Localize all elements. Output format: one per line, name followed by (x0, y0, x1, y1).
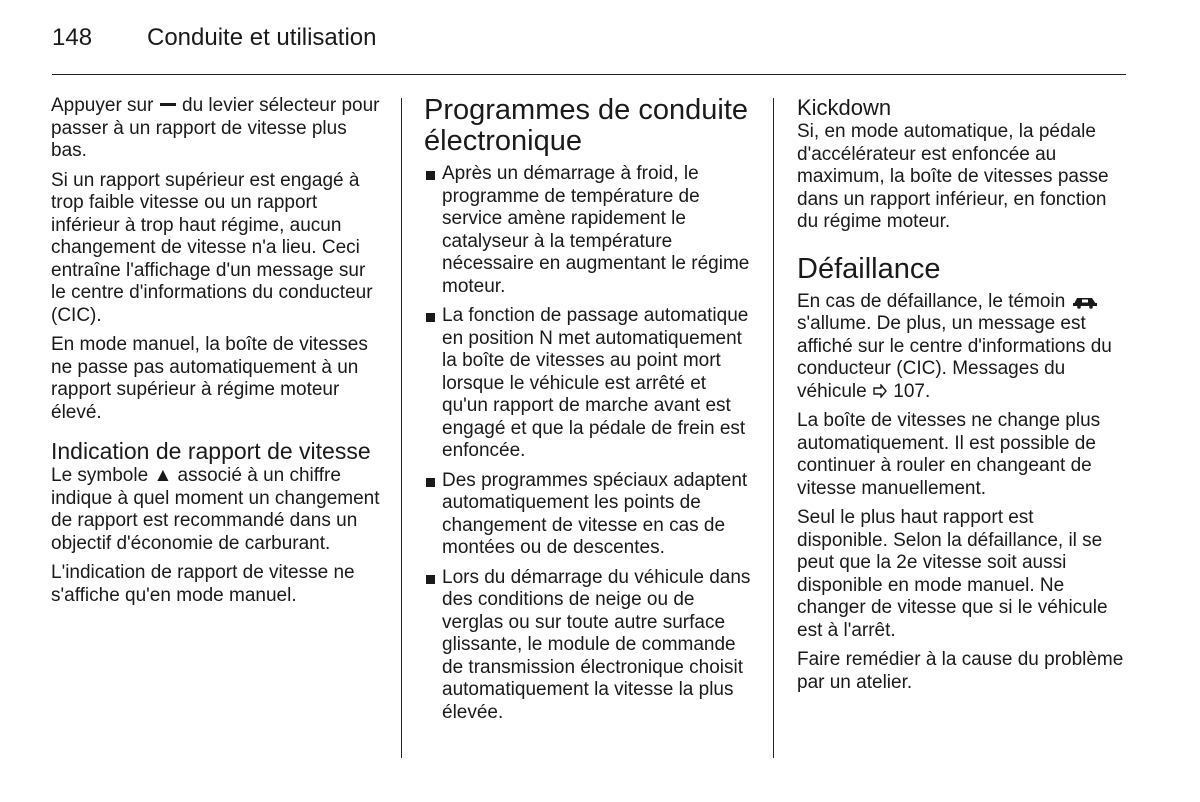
page-header (52, 24, 376, 58)
page-number: 148 (52, 24, 93, 51)
paragraph-text: En cas de défaillance, le témoin (797, 290, 1066, 312)
heading-gear-indication: Indication de rapport de vitesse (51, 438, 371, 464)
list-item (424, 470, 754, 560)
bullet-square-icon (426, 171, 435, 180)
paragraph-text: du levier sélecteur pour passer à un rapport de vitesse plus bas. (51, 95, 380, 161)
page-title: Conduite et utilisation (147, 24, 377, 51)
paragraph-text: Appuyer sur (51, 95, 154, 116)
column-right (797, 95, 1127, 701)
paragraph-gear-warning: Si un rapport supérieur est engagé à trop faible vitesse ou un rapport inférieur à trop haut régime, aucun changement de vitesse n'a lieu. Ceci entraîne l'affichage d'un message sur le centre d'informations du conducteur (CIC). (51, 169, 373, 326)
paragraph-manual-only: L'indication de rapport de vitesse ne s'affiche qu'en mode manuel. (51, 562, 355, 606)
bullet-square-icon (426, 313, 435, 322)
list-item (424, 567, 754, 725)
paragraph-manual-shifting: La boîte de vitesses ne change plus automatiquement. Il est possible de continuer à rouler en changeant de vitesse manuellement. (797, 410, 1101, 499)
list-item-text: Des programmes spéciaux adaptent automatiquement les points de changement de vitesse en cas de montées ou de descentes. (442, 469, 748, 558)
list-item (424, 305, 754, 463)
paragraph-symbol: Le symbole ▲ associé à un chiffre indique à quel moment un changement de rapport est recommandé dans un objectif d'économie de carburant. (51, 465, 380, 554)
page-reference-arrow-icon (872, 384, 888, 398)
list-item-text: La fonction de passage automatique en position N met automatiquement la boîte de vitesses au point mort lorsque le véhicule est arrêté et qu'un rapport de marche avant est engagé et que la pédale de frein est enfoncée. (442, 305, 749, 461)
paragraph-shift-down (51, 95, 381, 163)
paragraph-manual-mode: En mode manuel, la boîte de vitesses ne passe pas automatiquement à un rapport supérieur à régime moteur élevé. (51, 334, 368, 423)
bullet-square-icon (426, 478, 435, 487)
paragraph-workshop: Faire remédier à la cause du problème par un atelier. (797, 649, 1124, 693)
paragraph-text: s'allume. De plus, un message est affiché sur le centre d'informations du conducteur (CIC). Messages du véhicule (797, 313, 1112, 402)
paragraph-highest-gear: Seul le plus haut rapport est disponible. Selon la défaillance, il se peut que la 2e vitesse soit aussi disponible en mode manuel. Ne changer de vitesse que si le véhicule est à l'arrêt. (797, 507, 1108, 641)
paragraph-kickdown: Si, en mode automatique, la pédale d'accélérateur est enfoncée au maximum, la boîte de vitesses passe dans un rapport inférieur, en fonction du régime moteur. (797, 121, 1109, 232)
minus-symbol-icon (159, 100, 177, 112)
heading-failure: Défaillance (797, 252, 941, 285)
car-wrench-warning-icon (1071, 293, 1099, 309)
header-rule (52, 74, 1126, 75)
column-divider-left (401, 98, 402, 758)
heading-electronic-programs: Programmes de conduite électronique (424, 94, 748, 157)
bullet-square-icon (426, 575, 435, 584)
list-item-text: Après un démarrage à froid, le programme de température de service amène rapidement le catalyseur à la température nécessaire en augmentant le régime moteur. (442, 163, 750, 297)
page-reference[interactable]: 107. (893, 380, 931, 402)
column-divider-right (773, 98, 774, 758)
column-left (51, 95, 381, 614)
list-item (424, 163, 754, 298)
list-item-text: Lors du démarrage du véhicule dans des conditions de neige ou de verglas ou sur toute autre surface glissante, le module de commande de transmission électronique choisit automatiquement la vitesse la plus élevée. (442, 566, 751, 723)
column-middle (424, 95, 754, 731)
heading-kickdown: Kickdown (797, 95, 892, 120)
bullet-list (424, 163, 754, 724)
paragraph-failure-warning (797, 291, 1127, 404)
